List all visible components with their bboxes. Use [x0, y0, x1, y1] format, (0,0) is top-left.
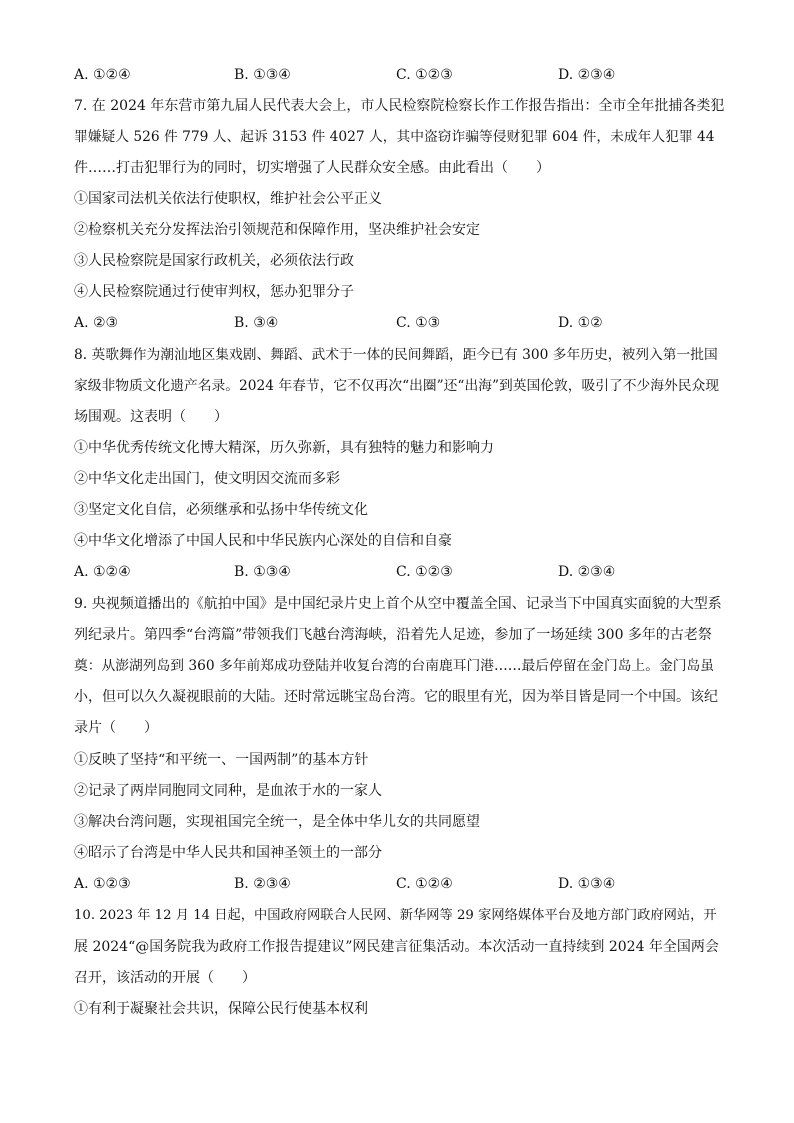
- q9-stem-line: 奠：从澎湖列岛到 360 多年前郑成功登陆并收复台湾的台南鹿耳门港……最后停留在金门岛上。金门岛虽: [74, 658, 714, 674]
- q7-statement-2: ②检察机关充分发挥法治引领规范和保障作用，坚决维护社会安定: [74, 222, 480, 238]
- q6-option-b: B. ①③④: [234, 67, 291, 83]
- q8-option-d: D. ②③④: [558, 564, 616, 580]
- q8-statement-1: ①中华优秀传统文化博大精深，历久弥新，具有独特的魅力和影响力: [74, 440, 494, 456]
- q9-option-d: D. ①③④: [558, 876, 616, 892]
- q8-option-a: A. ①②④: [74, 564, 131, 580]
- q8-option-b: B. ①③④: [234, 564, 291, 580]
- q10-statement-1: ①有利于凝聚社会共识，保障公民行使基本权利: [74, 1001, 368, 1017]
- q9-stem-line: 录片（ ）: [74, 720, 158, 736]
- q7-stem-line: 7. 在 2024 年东营市第九届人民代表大会上，市人民检察院检察长作工作报告指出：全市全年批捕各类犯: [74, 98, 725, 114]
- q7-stem-line: 件……打击犯罪行为的同时，切实增强了人民群众安全感。由此看出（ ）: [74, 160, 550, 176]
- q8-stem-line: 8. 英歌舞作为潮汕地区集戏剧、舞蹈、武术于一体的民间舞蹈，距今已有 300 多年历史，被列入第一批国: [74, 347, 718, 363]
- q6-option-a: A. ①②④: [74, 67, 131, 83]
- q9-option-c: C. ①②④: [396, 876, 453, 892]
- q9-statement-2: ②记录了两岸同胞同文同种，是血浓于水的一家人: [74, 783, 382, 799]
- q7-options: [74, 313, 724, 333]
- q9-options: [74, 874, 724, 894]
- q7-option-b: B. ③④: [234, 315, 279, 331]
- q7-statement-3: ③人民检察院是国家行政机关，必须依法行政: [74, 253, 354, 269]
- q9-stem-line: 9. 央视频道播出的《航拍中国》是中国纪录片史上首个从空中覆盖全国、记录当下中国真实面貌的大型系: [74, 596, 722, 612]
- q6-option-d: D. ②③④: [558, 67, 616, 83]
- q6-option-c: C. ①②③: [396, 67, 453, 83]
- q6-options: [74, 65, 724, 85]
- q7-statement-1: ①国家司法机关依法行使职权，维护社会公平正义: [74, 191, 382, 207]
- q10-stem-line: 10. 2023 年 12 月 14 日起，中国政府网联合人民网、新华网等 29 家网络媒体平台及地方部门政府网站，开: [74, 908, 717, 923]
- q8-stem-line: 家级非物质文化遗产名录。2024 年春节，它不仅再次“出圈”还“出海”到英国伦敦，吸引了不少海外民众现: [74, 378, 719, 394]
- q10-stem-line: 展 2024“@国务院我为政府工作报告提建议”网民建言征集活动。本次活动一直持续到 2024 年全国两会: [74, 939, 719, 955]
- q9-option-b: B. ②③④: [234, 876, 291, 892]
- q8-statement-2: ②中华文化走出国门，使文明因交流而多彩: [74, 471, 340, 487]
- q8-statement-3: ③坚定文化自信，必须继承和弘扬中华传统文化: [74, 502, 368, 518]
- q8-stem-line: 场围观。这表明（ ）: [74, 409, 228, 425]
- q7-option-c: C. ①③: [396, 315, 441, 331]
- q9-stem-line: 小，但可以久久凝视眼前的大陆。还时常远眺宝岛台湾。它的眼里有光，因为举目皆是同一个中国。该纪: [74, 689, 718, 705]
- q9-statement-1: ①反映了坚持“和平统一、一国两制”的基本方针: [74, 752, 369, 768]
- q9-stem-line: 列纪录片。第四季“台湾篇”带领我们飞越台湾海峡，沿着先人足迹，参加了一场延续 300 多年的古老祭: [74, 627, 712, 643]
- q10-stem-line: 召开，该活动的开展（ ）: [74, 970, 256, 986]
- q9-statement-4: ④昭示了台湾是中华人民共和国神圣领土的一部分: [74, 845, 382, 861]
- q9-option-a: A. ①②③: [74, 876, 131, 892]
- q7-statement-4: ④人民检察院通过行使审判权，惩办犯罪分子: [74, 284, 354, 300]
- q8-options: [74, 562, 724, 582]
- q7-option-d: D. ①②: [558, 315, 603, 331]
- q7-option-a: A. ②③: [74, 315, 119, 331]
- q8-statement-4: ④中华文化增添了中国人民和中华民族内心深处的自信和自豪: [74, 533, 452, 549]
- q9-statement-3: ③解决台湾问题，实现祖国完全统一，是全体中华儿女的共同愿望: [74, 814, 480, 830]
- q7-stem-line: 罪嫌疑人 526 件 779 人、起诉 3153 件 4027 人，其中盗窃诈骗等侵财犯罪 604 件，未成年人犯罪 44: [74, 129, 715, 145]
- q8-option-c: C. ①②③: [396, 564, 453, 580]
